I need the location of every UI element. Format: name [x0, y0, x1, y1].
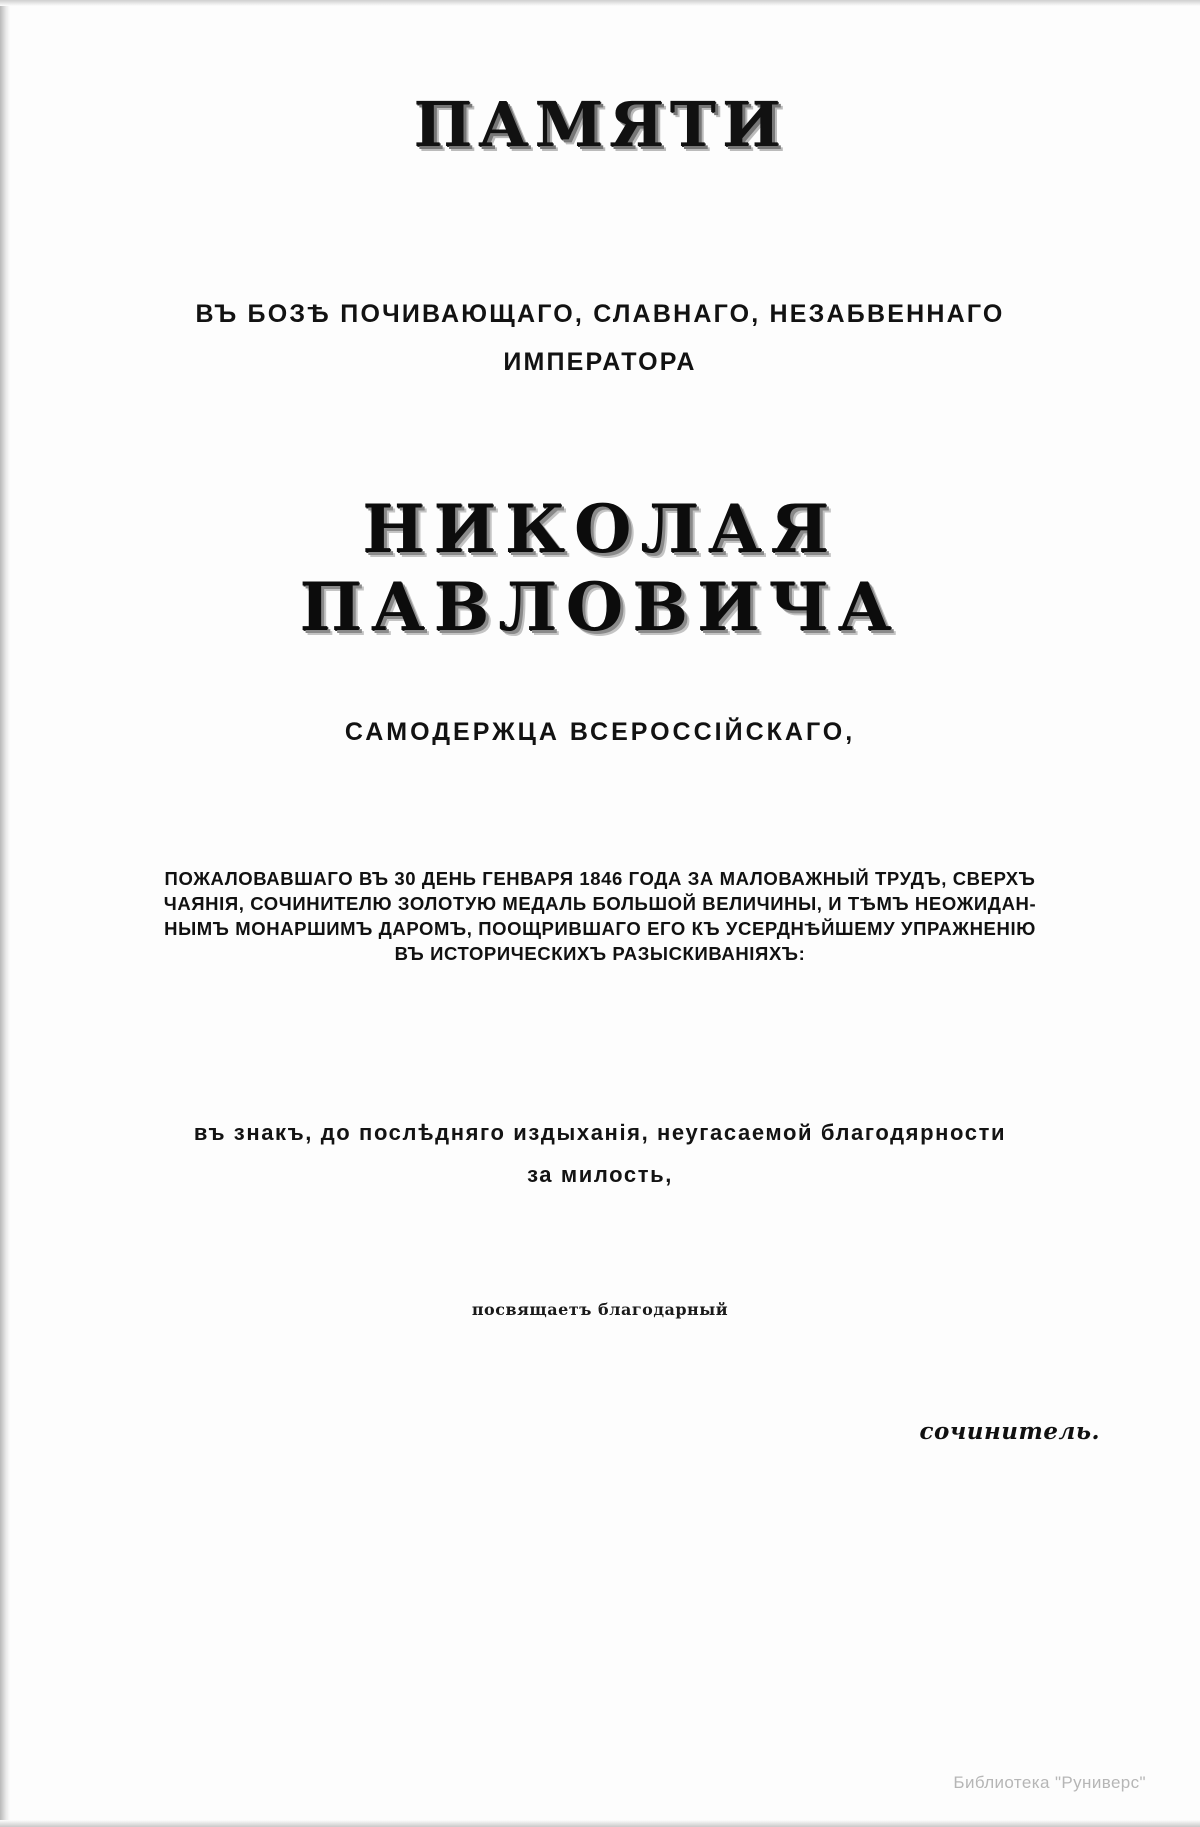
paragraph-line: ВЪ ИСТОРИЧЕСКИХЪ РАЗЫСКИВАНІЯХЪ:	[394, 943, 806, 964]
dedication-statement	[60, 1112, 1140, 1196]
dedication-line: за милость,	[527, 1162, 673, 1187]
closing-phrase: посвящаетъ благодарный	[471, 1300, 729, 1319]
dedication-line: въ знакъ, до послѣдняго издыханія, неугасаемой благодярности	[193, 1120, 1007, 1145]
dedication-heading: ПАМЯТИ	[413, 88, 787, 161]
page-left-edge-shadow	[0, 0, 10, 1827]
library-watermark: Библиотека "Руниверс"	[953, 1773, 1146, 1792]
author-signature: сочинитель.	[919, 1418, 1100, 1445]
emperor-name: НИКОЛАЯ ПАВЛОВИЧА	[299, 490, 901, 646]
paragraph-line: ЧАЯНІЯ, СОЧИНИТЕЛЮ ЗОЛОТУЮ МЕДАЛЬ БОЛЬШОЙ ВЕЛИЧИНЫ, И ТѢМЪ НЕОЖИДАН-	[163, 893, 1037, 914]
emperor-title: САМОДЕРЖЦА ВСЕРОССІЙСКАГО,	[344, 718, 856, 746]
subtitle-line-one: ВЪ БОЗѢ ПОЧИВАЮЩАГО, СЛАВНАГО, НЕЗАБВЕННАГО	[195, 300, 1005, 328]
paragraph-line: НЫМЪ МОНАРШИМЪ ДАРОМЪ, ПООЩРИВШАГО ЕГО КЪ УСЕРДНѢЙШЕМУ УПРАЖНЕНІЮ	[164, 918, 1036, 939]
subtitle-line-two: ИМПЕРАТОРА	[503, 348, 697, 376]
dedication-paragraph	[80, 866, 1120, 966]
page-content	[60, 0, 1140, 1827]
paragraph-line: ПОЖАЛОВАВШАГО ВЪ 30 ДЕНЬ ГЕНВАРЯ 1846 ГОДА ЗА МАЛОВАЖНЫЙ ТРУДЪ, СВЕРХЪ	[164, 868, 1036, 889]
